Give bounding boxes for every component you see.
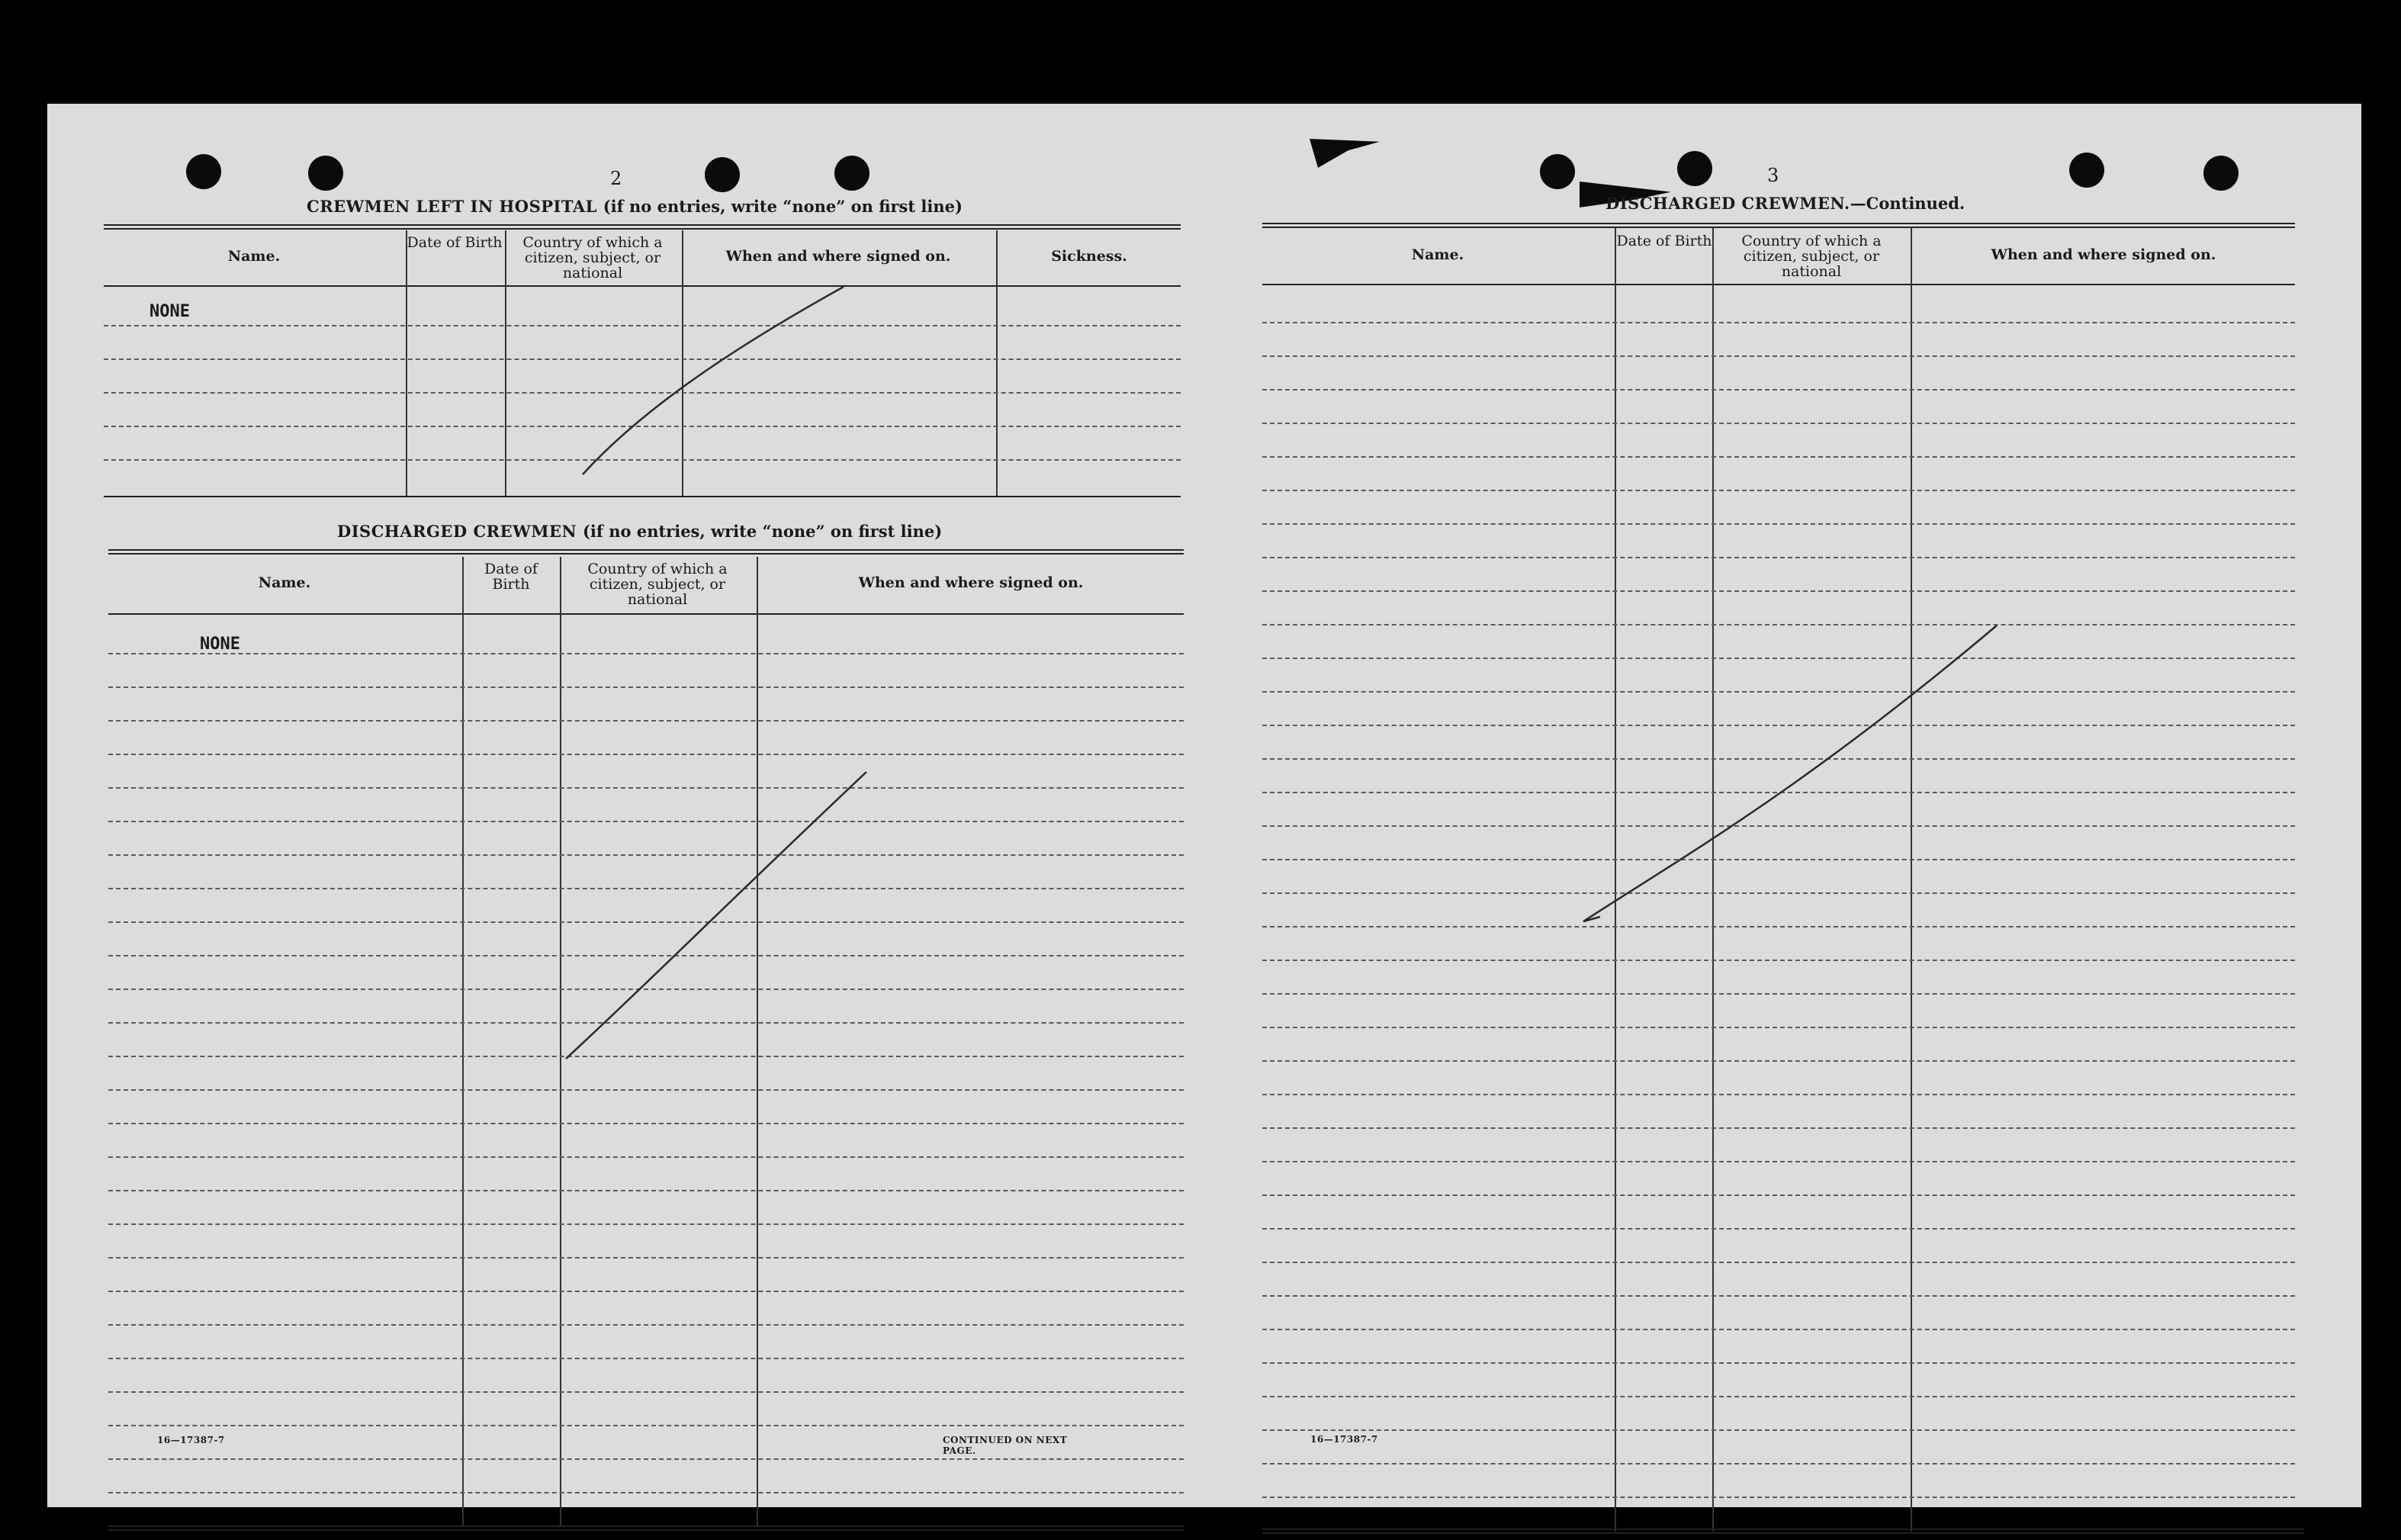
continued-note: CONTINUED ON NEXT PAGE.	[943, 1435, 1068, 1456]
discharged-strike-line	[566, 772, 866, 1059]
right-col-signed-on: When and where signed on.	[1991, 246, 2216, 263]
continued-strike-line	[1583, 625, 1997, 921]
page-number: 2	[610, 168, 622, 189]
right-title-text: DISCHARGED CREWMEN.	[1605, 194, 1850, 213]
hospital-col-name: Name.	[227, 248, 281, 265]
discharged-bottom-rule	[108, 1526, 1184, 1531]
right-bottom-rule	[1262, 1529, 2304, 1534]
hospital-strike-line	[583, 287, 844, 474]
hospital-title-text: CREWMEN LEFT IN HOSPITAL	[307, 197, 597, 216]
hospital-col-country: Country of which a citizen, subject, or national	[522, 234, 663, 281]
hospital-col-sickness: Sickness.	[1051, 248, 1127, 265]
discharged-col-name: Name.	[258, 574, 311, 591]
hospital-col-dob: Date of Birth	[407, 234, 503, 251]
right-col-name: Name.	[1411, 246, 1464, 263]
discharged-col-dob: Date of Birth	[484, 561, 538, 593]
hospital-entry: NONE	[149, 302, 190, 321]
discharged-col-signed-on: When and where signed on.	[858, 574, 1084, 591]
discharged-title-note: (if no entries, write “none” on first line)	[582, 522, 943, 541]
form-number: 16—17387-7	[1310, 1434, 1378, 1445]
discharged-entry: NONE	[200, 635, 240, 654]
right-title-suffix: —Continued.	[1850, 194, 1965, 213]
discharged-title-text: DISCHARGED CREWMEN	[337, 522, 577, 541]
right-col-country: Country of which a citizen, subject, or national	[1741, 233, 1882, 280]
cancellation-strokes	[47, 104, 2361, 1507]
right-col-dob: Date of Birth	[1616, 233, 1712, 249]
discharged-col-country: Country of which a citizen, subject, or national	[587, 561, 728, 608]
form-number: 16—17387-7	[157, 1435, 225, 1445]
hospital-title-note: (if no entries, write “none” on first line)	[603, 197, 963, 216]
hospital-col-signed-on: When and where signed on.	[725, 248, 951, 265]
page-number: 3	[1767, 165, 1779, 186]
document-sheet	[47, 104, 2361, 1507]
